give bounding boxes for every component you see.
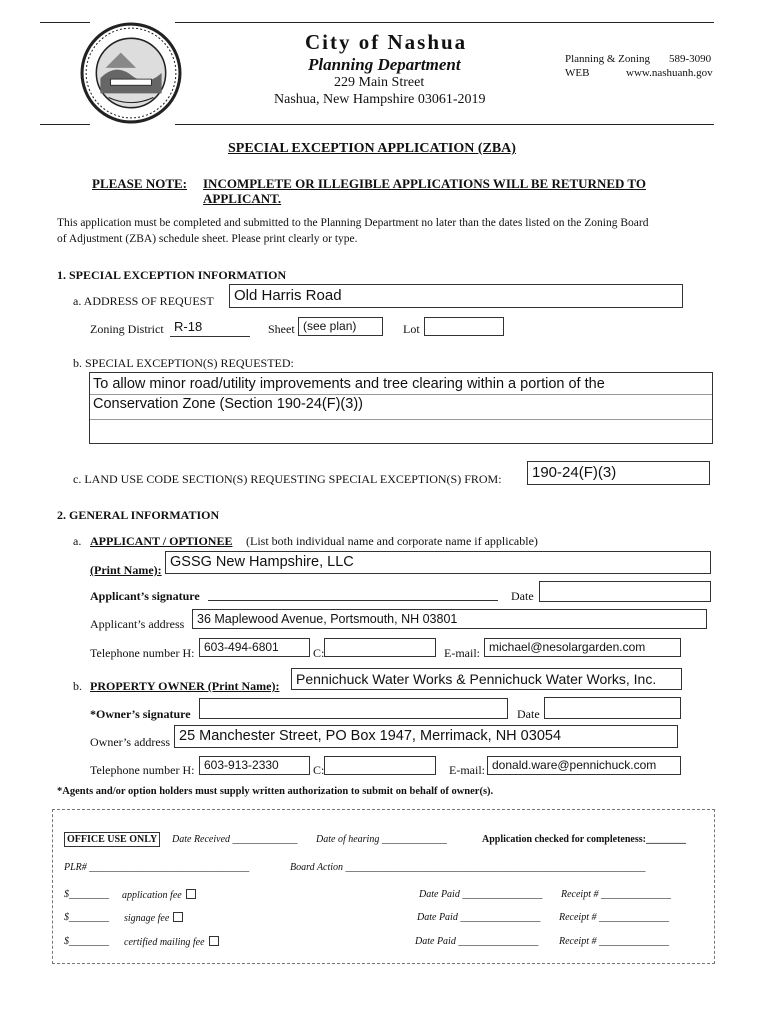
city-seal-icon bbox=[80, 22, 182, 124]
date-of-hearing: Date of hearing _____________ bbox=[316, 834, 447, 845]
fee-1-label: application fee bbox=[122, 889, 196, 901]
contact-label-phone: Planning & Zoning bbox=[565, 53, 650, 65]
agents-note: *Agents and/or option holders must supply written authorization to submit on behalf of owner(s). bbox=[57, 786, 494, 797]
plr-number: PLR# ________________________________ bbox=[64, 862, 250, 873]
date-paid-2: Date Paid ________________ bbox=[417, 912, 541, 923]
owner-prefix: b. bbox=[73, 679, 82, 693]
intro-line-2: of Adjustment (ZBA) schedule sheet. Please print clearly or type. bbox=[57, 233, 358, 245]
office-use-label: OFFICE USE ONLY bbox=[64, 832, 160, 847]
request-line-1: To allow minor road/utility improvements and tree clearing within a portion of the bbox=[93, 376, 605, 392]
receipt-1: Receipt # ______________ bbox=[561, 889, 671, 900]
applicant-name-field[interactable]: GSSG New Hampshire, LLC bbox=[165, 551, 711, 574]
fee-3-label: certified mailing fee bbox=[124, 936, 219, 948]
fee-1-amount: $________ bbox=[64, 889, 109, 900]
fee-2-amount: $________ bbox=[64, 912, 109, 923]
city-name: City of Nashua bbox=[305, 30, 468, 54]
note-label: PLEASE NOTE: bbox=[92, 176, 187, 191]
applicant-email-label: E-mail: bbox=[444, 646, 480, 660]
applicant-cell-field[interactable] bbox=[324, 638, 436, 657]
applicant-phone-field[interactable]: 603-494-6801 bbox=[199, 638, 310, 657]
lot-label: Lot bbox=[403, 322, 420, 336]
owner-signature-label: *Owner’s signature bbox=[90, 707, 191, 721]
lot-field[interactable] bbox=[424, 317, 504, 336]
address-of-request-label: a. ADDRESS OF REQUEST bbox=[73, 294, 214, 308]
print-name-label: (Print Name): bbox=[90, 563, 162, 577]
board-action: Board Action ____________________________________________________________ bbox=[290, 862, 646, 873]
applicant-phone-label: Telephone number H: bbox=[90, 646, 195, 660]
property-owner-label: PROPERTY OWNER (Print Name): bbox=[90, 679, 280, 693]
request-line-2: Conservation Zone (Section 190-24(F)(3)) bbox=[93, 396, 363, 412]
date-paid-1: Date Paid ________________ bbox=[419, 889, 543, 900]
owner-email-field[interactable]: donald.ware@pennichuck.com bbox=[487, 756, 681, 775]
owner-address-field[interactable]: 25 Manchester Street, PO Box 1947, Merrimack, NH 03054 bbox=[174, 725, 678, 748]
section-1-heading: 1. SPECIAL EXCEPTION INFORMATION bbox=[57, 268, 287, 282]
sheet-label: Sheet bbox=[268, 322, 295, 336]
form-title: SPECIAL EXCEPTION APPLICATION (ZBA) bbox=[228, 141, 516, 156]
applicant-label: APPLICANT / OPTIONEE bbox=[90, 534, 233, 548]
note-line-1: INCOMPLETE OR ILLEGIBLE APPLICATIONS WILL BE RETURNED TO bbox=[203, 176, 646, 191]
header-rule-bottom bbox=[40, 124, 90, 125]
land-use-code-field[interactable]: 190-24(F)(3) bbox=[527, 461, 710, 485]
applicant-signature-field[interactable] bbox=[208, 600, 498, 601]
contact-phone: 589-3090 bbox=[669, 53, 712, 65]
date-paid-3: Date Paid ________________ bbox=[415, 936, 539, 947]
owner-cell-field[interactable] bbox=[324, 756, 436, 775]
application-fee-checkbox[interactable] bbox=[186, 889, 196, 899]
date-received: Date Received _____________ bbox=[172, 834, 298, 845]
receipt-3: Receipt # ______________ bbox=[559, 936, 669, 947]
section-2-heading: 2. GENERAL INFORMATION bbox=[57, 508, 220, 522]
zoning-district-label: Zoning District bbox=[90, 322, 164, 336]
owner-name-field[interactable]: Pennichuck Water Works & Pennichuck Water Works, Inc. bbox=[291, 668, 682, 690]
city-state-zip: Nashua, New Hampshire 03061-2019 bbox=[274, 92, 486, 107]
applicant-address-field[interactable]: 36 Maplewood Avenue, Portsmouth, NH 03801 bbox=[192, 609, 707, 629]
zoning-district-field[interactable]: R-18 bbox=[170, 318, 250, 337]
owner-phone-field[interactable]: 603-913-2330 bbox=[199, 756, 310, 775]
owner-cell-label: C: bbox=[313, 763, 325, 777]
owner-date-label: Date bbox=[517, 707, 540, 721]
receipt-2: Receipt # ______________ bbox=[559, 912, 669, 923]
department-name: Planning Department bbox=[308, 55, 461, 74]
applicant-email-field[interactable]: michael@nesolargarden.com bbox=[484, 638, 681, 657]
applicant-cell-label: C: bbox=[313, 646, 325, 660]
street-address: 229 Main Street bbox=[334, 75, 425, 90]
owner-date-field[interactable] bbox=[544, 697, 681, 719]
header-rule-top-right bbox=[175, 22, 714, 23]
applicant-signature-label: Applicant’s signature bbox=[90, 589, 200, 603]
owner-address-label: Owner’s address bbox=[90, 735, 171, 749]
applicant-address-label: Applicant’s address bbox=[90, 617, 185, 631]
sheet-field[interactable]: (see plan) bbox=[298, 317, 383, 336]
special-exception-requested-label: b. SPECIAL EXCEPTION(S) REQUESTED: bbox=[73, 356, 294, 370]
completeness-check: Application checked for completeness:________ bbox=[482, 834, 686, 845]
owner-phone-label: Telephone number H: bbox=[90, 763, 195, 777]
signage-fee-checkbox[interactable] bbox=[173, 912, 183, 922]
header-rule-bottom-right bbox=[175, 124, 714, 125]
owner-email-label: E-mail: bbox=[449, 763, 485, 777]
owner-signature-field[interactable] bbox=[199, 698, 508, 719]
applicant-date-label: Date bbox=[511, 589, 534, 603]
intro-line-1: This application must be completed and submitted to the Planning Department no later than the dates listed on the Zoning Board bbox=[57, 217, 649, 229]
fee-2-label: signage fee bbox=[124, 912, 183, 924]
special-exception-requested-field[interactable] bbox=[89, 372, 713, 444]
applicant-date-field[interactable] bbox=[539, 581, 711, 602]
address-of-request-field[interactable]: Old Harris Road bbox=[229, 284, 683, 308]
contact-label-web: WEB bbox=[565, 67, 590, 79]
applicant-prefix: a. bbox=[73, 534, 82, 548]
certified-mailing-fee-checkbox[interactable] bbox=[209, 936, 219, 946]
land-use-code-label: c. LAND USE CODE SECTION(S) REQUESTING SPECIAL EXCEPTION(S) FROM: bbox=[73, 472, 502, 486]
contact-web: www.nashuanh.gov bbox=[626, 67, 713, 79]
fee-3-amount: $________ bbox=[64, 936, 109, 947]
note-line-2: APPLICANT. bbox=[203, 191, 282, 206]
applicant-note: (List both individual name and corporate name if applicable) bbox=[246, 534, 538, 548]
